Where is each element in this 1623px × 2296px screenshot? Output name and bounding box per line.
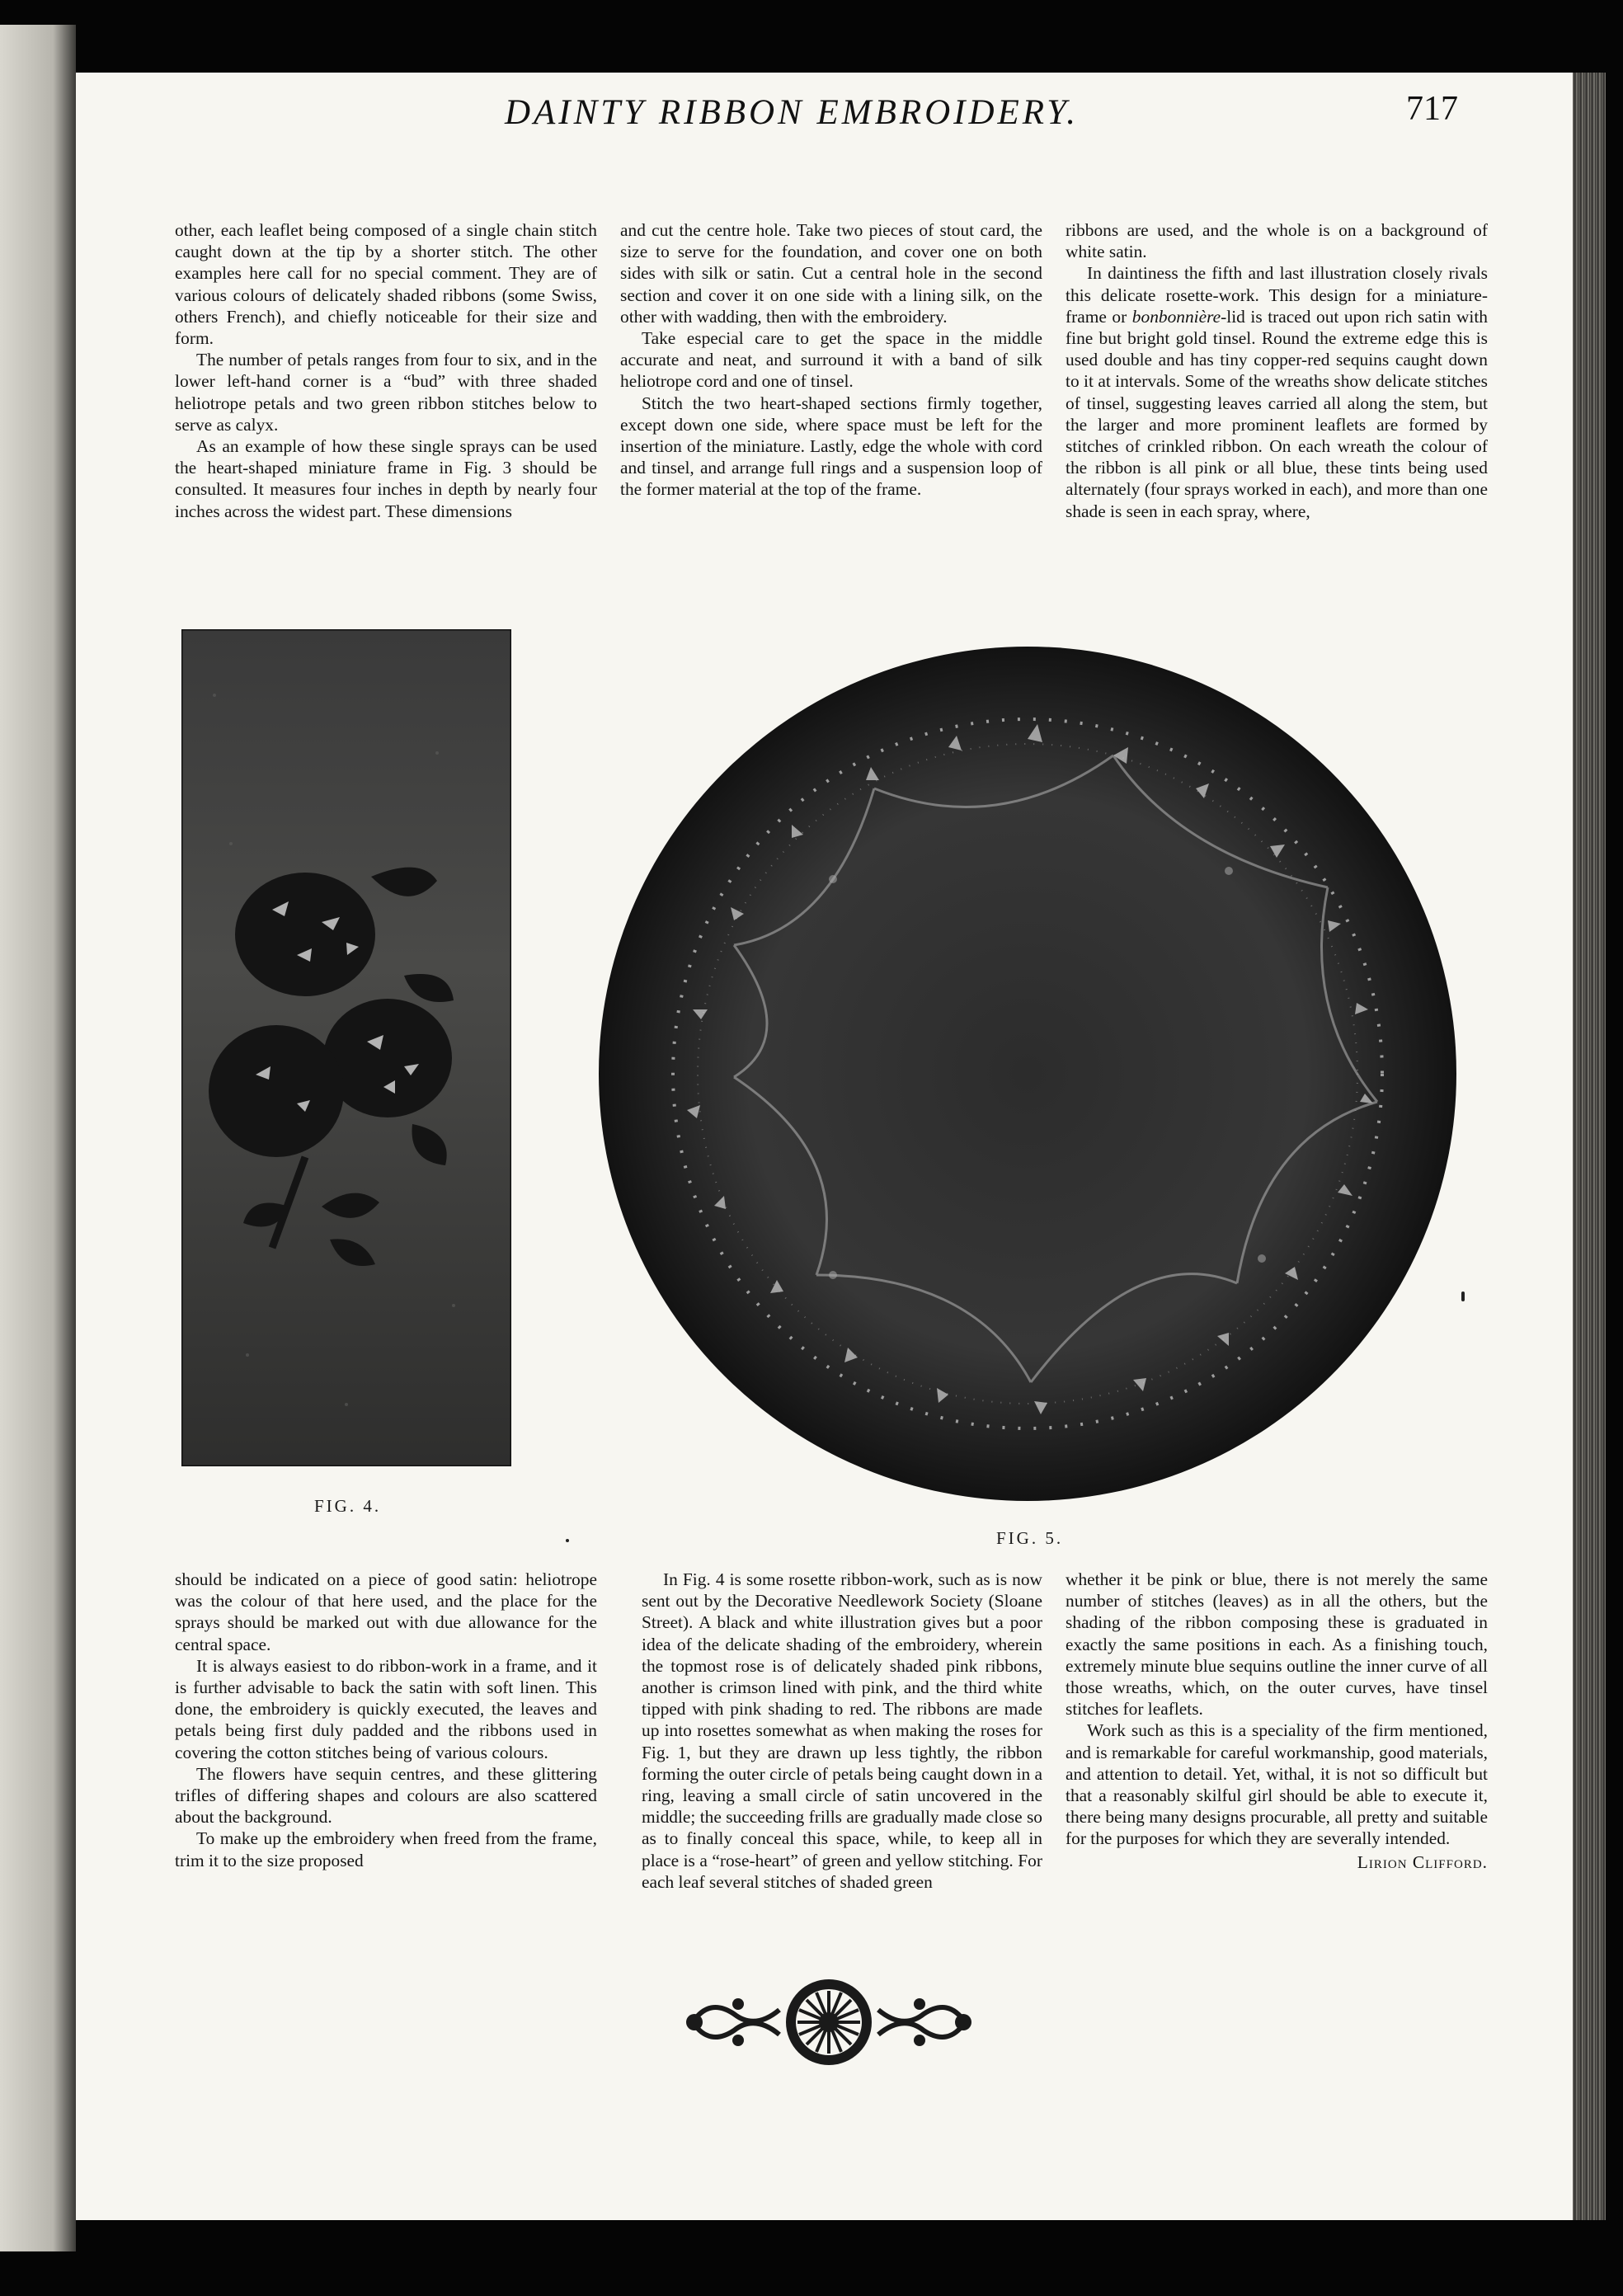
article-column-3-top (1066, 219, 1488, 522)
book-spine-edge (1573, 73, 1606, 2220)
tailpiece-ornament (676, 1973, 981, 2072)
page-number: 717 (1406, 90, 1458, 128)
print-speck (566, 1539, 569, 1542)
paragraph: and cut the centre hole. Take two pieces of stout card, the size to serve for the foundation, and cover one on both sides with silk or satin. Cut a central hole in the second section and cover it on one side with a lining silk, on the other with wadding, then with the embroidery. (620, 220, 1042, 327)
article-column-2-top (620, 219, 1042, 501)
fig5-wreath-embroidery-image (586, 632, 1470, 1516)
paragraph: The flowers have sequin centres, and these glittering trifles of differing shapes and colours are also scattered about the background. (175, 1763, 597, 1828)
article-column-2-bottom (642, 1569, 1042, 1893)
article-column-3-bottom (1066, 1569, 1488, 1873)
paragraph: whether it be pink or blue, there is not merely the same number of stitches (leaves) as in all the others, but the shading of the ribbon composing these is graduated in exactly the same positions in each. As a finishing touch, extremely minute blue sequins outline the inner curve of all those wreaths, which, on the outer curves, have tinsel stitches for leaflets. (1066, 1569, 1488, 1720)
paragraph: should be indicated on a piece of good satin: heliotrope was the colour of that here used, and the place for the sprays should be marked out with due allowance for the central space. (175, 1569, 597, 1654)
fig5-caption: FIG. 5. (996, 1528, 1064, 1548)
text-run: -lid is traced out upon rich satin with fine but bright gold tinsel. Round the extreme edge this is used double and has tiny copper-red sequins caught down to it at intervals. Some of the wreaths show delicate stitches of tinsel, suggesting leaves carried all along the stem, but the larger and more prominent leaflets are formed by stitches of crinkled ribbon. On each wreath the colour of the ribbon is all pink or all blue, these tints being used alternately (four sprays worked in each), and more than one shade is seen in each spray, where, (1066, 306, 1488, 521)
author-signature: Lirion Clifford. (1357, 1851, 1488, 1872)
article-column-1-bottom (175, 1569, 597, 1871)
paragraph: In Fig. 4 is some rosette ribbon-work, such as is now sent out by the Decorative Needlework Society (Sloane Street). A black and white illustration gives but a poor idea of the delicate shading of the embroidery, wherein the topmost rose is of delicately shaded pink ribbons, another is crimson lined with pink, and the third white tipped with pink shading to red. The ribbons are made up into rosettes somewhat as when making the roses for Fig. 1, but they are drawn up less tightly, the ribbon forming the outer circle of petals being caught down in a ring, leaving a small circle of satin uncovered in the middle; the succeeding frills are gradually made close so as to finally conceal this space, while, to keep all in place is a “rose-heart” of green and yellow stitching. For each leaf several stitches of shaded green (642, 1569, 1042, 1892)
article-column-1-top (175, 219, 597, 522)
italic-term: bonbonnière (1131, 306, 1221, 327)
paragraph (1066, 262, 1488, 521)
paragraph: It is always easiest to do ribbon-work in a frame, and it is further advisable to back the satin with soft linen. This done, the embroidery is quickly executed, the leaves and petals being first duly padded and the ribbons used in covering the cotton stitches being of various colours. (175, 1655, 597, 1762)
paragraph: Take especial care to get the space in the middle accurate and neat, and surround it with a band of silk heliotrope cord and one of tinsel. (620, 328, 1042, 392)
text-run: In daintiness the fifth and last illustration closely rivals this delicate rosette-work. This design for a miniature-frame or (1066, 263, 1488, 327)
paragraph: Work such as this is a speciality of the firm mentioned, and is remarkable for careful workmanship, good materials, and attention to detail. Yet, withal, it is not so difficult but that a reasonably skilful girl should be able to execute it, there being many designs procurable, all pretty and suitable for the purposes for which they are severally intended. (1066, 1720, 1488, 1849)
paragraph: other, each leaflet being composed of a single chain stitch caught down at the tip by a shorter stitch. The other examples here call for no special comment. They are of various colours of delicately shaded ribbons (some Swiss, others French), and chiefly noticeable for their size and form. (175, 220, 597, 349)
adjacent-page-edge (0, 25, 76, 2251)
page-title: DAINTY RIBBON EMBROIDERY. (504, 93, 1080, 132)
paragraph: As an example of how these single sprays can be used the heart-shaped miniature frame in Fig. 3 should be consulted. It measures four inches in depth by nearly four inches across the widest part. These dimensions (175, 436, 597, 521)
fig4-rosette-embroidery-image (181, 629, 511, 1466)
print-speck (1461, 1292, 1465, 1301)
paragraph: The number of petals ranges from four to six, and in the lower left-hand corner is a “bud” with three shaded heliotrope petals and two green ribbon stitches below to serve as calyx. (175, 350, 597, 435)
paragraph: To make up the embroidery when freed from the frame, trim it to the size proposed (175, 1828, 597, 1870)
paragraph: Stitch the two heart-shaped sections firmly together, except down one side, where space must be left for the insertion of the miniature. Lastly, edge the whole with cord and tinsel, and arrange full rings and a suspension loop of the former material at the top of the frame. (620, 393, 1042, 500)
paragraph: ribbons are used, and the whole is on a background of white satin. (1066, 220, 1488, 262)
fig4-caption: FIG. 4. (314, 1496, 382, 1516)
